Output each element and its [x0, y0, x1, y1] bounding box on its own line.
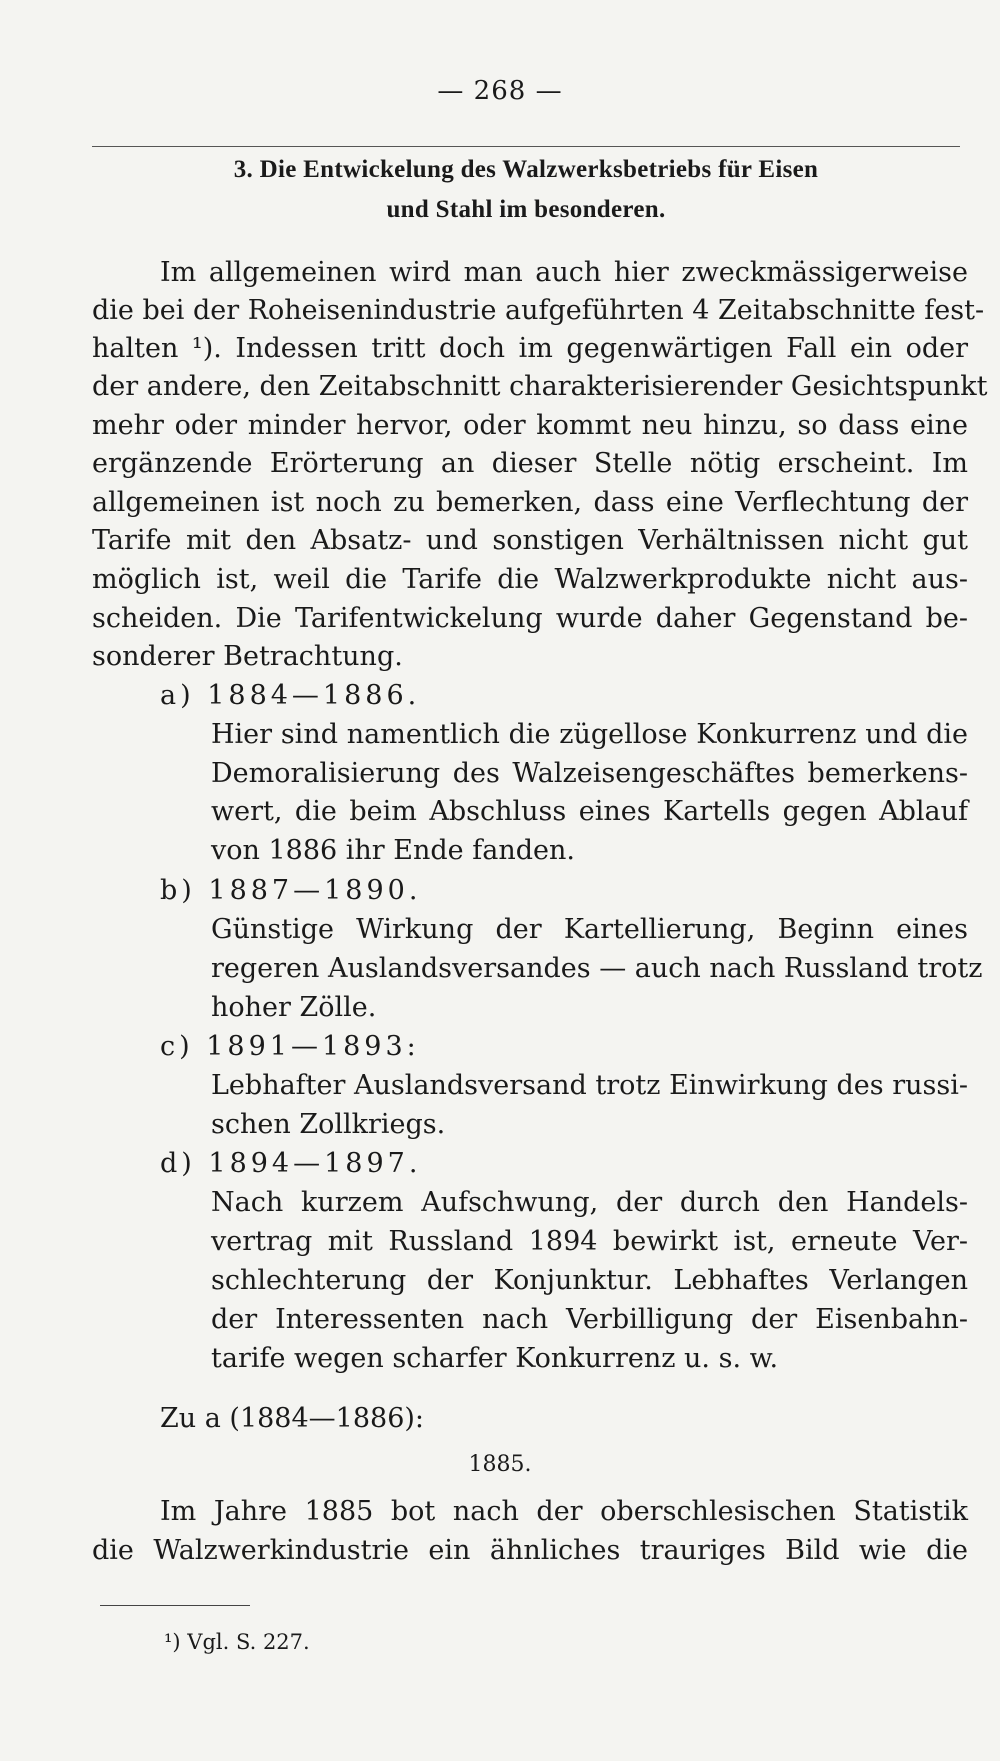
- paragraph-line: mehr oder minder hervor, oder kommt neu hinzu, so dass eine: [92, 410, 968, 441]
- footnote: ¹) Vgl. S. 227.: [164, 1630, 310, 1654]
- paragraph-line: halten ¹). Indessen tritt doch im gegenwärtigen Fall ein oder: [92, 333, 968, 364]
- paragraph-line: allgemeinen ist noch zu bemerken, dass eine Verflechtung der: [92, 487, 968, 518]
- period-d-line: Nach kurzem Aufschwung, der durch den Handels-: [211, 1187, 968, 1218]
- period-d-line: schlechterung der Konjunktur. Lebhaftes Verlangen: [211, 1265, 968, 1296]
- paragraph-line: die Walzwerkindustrie ein ähnliches trauriges Bild wie die: [92, 1535, 968, 1566]
- footnote-rule: [100, 1605, 250, 1606]
- paragraph-line: Tarife mit den Absatz- und sonstigen Verhältnissen nicht gut: [92, 525, 968, 556]
- header-rule: [92, 146, 960, 147]
- paragraph-line: scheiden. Die Tarifentwickelung wurde daher Gegenstand be-: [92, 603, 968, 634]
- section-heading-line-1: 3. Die Entwickelung des Walzwerksbetriebs für Eisen: [233, 156, 819, 183]
- period-c-line: Lebhafter Auslandsversand trotz Einwirkung des russi-: [211, 1070, 968, 1101]
- period-a-line: Hier sind namentlich die zügellose Konkurrenz und die: [211, 719, 968, 750]
- paragraph-line: Im Jahre 1885 bot nach der oberschlesischen Statistik: [160, 1496, 968, 1527]
- period-label-b: b) 1887—1890.: [160, 875, 422, 906]
- period-d-line: tarife wegen scharfer Konkurrenz u. s. w.: [211, 1343, 779, 1374]
- period-label-c: c) 1891—1893:: [160, 1031, 420, 1062]
- period-b-line: Günstige Wirkung der Kartellierung, Beginn eines: [211, 914, 968, 945]
- paragraph-line: möglich ist, weil die Tarife die Walzwerkprodukte nicht aus-: [92, 564, 968, 595]
- paragraph-line: ergänzende Erörterung an dieser Stelle nötig erscheint. Im: [92, 448, 968, 479]
- period-b-line: regeren Auslandsversandes — auch nach Russland trotz: [211, 953, 983, 984]
- paragraph-line: sonderer Betrachtung.: [92, 641, 403, 672]
- year-heading: 1885.: [468, 1452, 532, 1477]
- period-label-d: d) 1894—1897.: [160, 1148, 422, 1179]
- period-label-a: a) 1884—1886.: [160, 680, 421, 711]
- period-a-line: Demoralisierung des Walzeisengeschäftes bemerkens-: [211, 758, 968, 789]
- page-number: — 268 —: [437, 76, 563, 106]
- paragraph-line: der andere, den Zeitabschnitt charakterisierender Gesichtspunkt: [92, 371, 988, 402]
- period-a-line: wert, die beim Abschluss eines Kartells gegen Ablauf: [211, 796, 968, 827]
- period-d-line: der Interessenten nach Verbilligung der Eisenbahn-: [211, 1304, 968, 1335]
- subsection-label: Zu a (1884—1886):: [160, 1403, 425, 1434]
- period-a-line: von 1886 ihr Ende fanden.: [211, 835, 575, 866]
- section-heading-line-2: und Stahl im besonderen.: [386, 196, 666, 223]
- period-d-line: vertrag mit Russland 1894 bewirkt ist, erneute Ver-: [211, 1226, 968, 1257]
- paragraph-line: die bei der Roheisenindustrie aufgeführten 4 Zeitabschnitte fest-: [92, 295, 985, 326]
- period-c-line: schen Zollkriegs.: [211, 1109, 446, 1140]
- period-b-line: hoher Zölle.: [211, 992, 377, 1023]
- paragraph-line: Im allgemeinen wird man auch hier zweckmässigerweise: [160, 257, 968, 288]
